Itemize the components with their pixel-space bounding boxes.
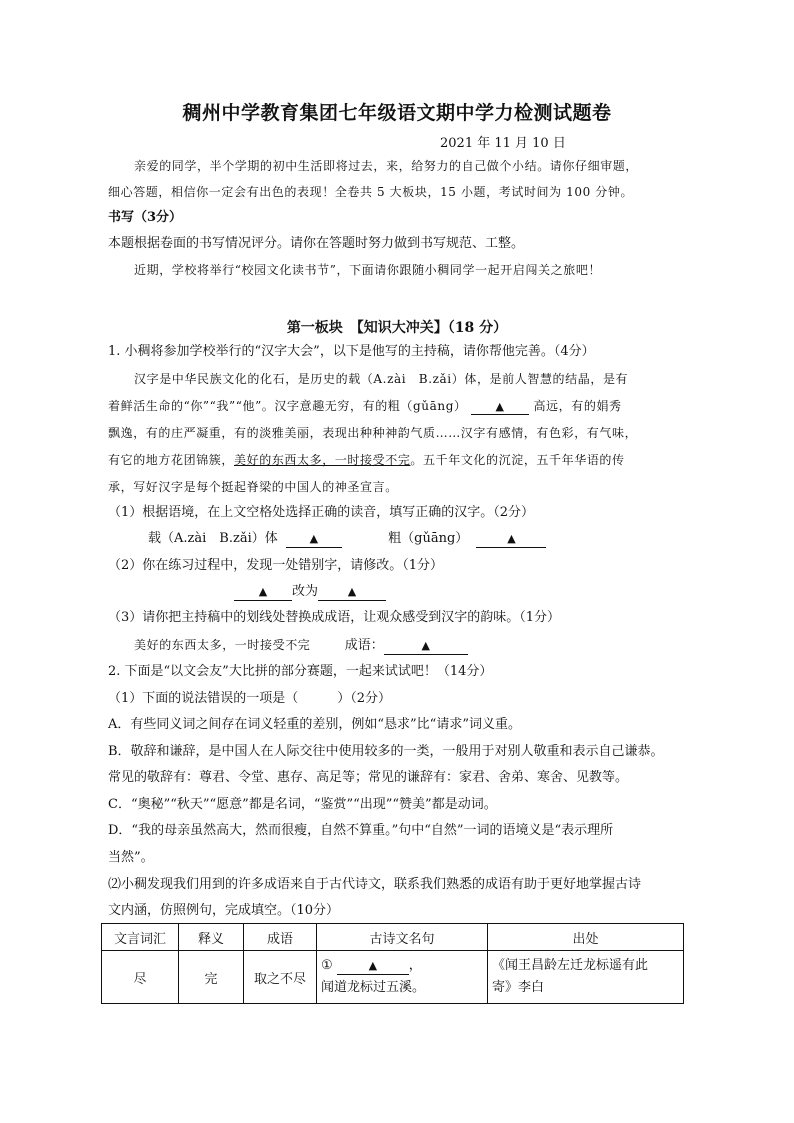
q2-stem: 2. 下面是“以文会友”大比拼的部分赛题，一起来试试吧！（14分） <box>108 664 493 679</box>
source-line: 《闻王昌龄左迁龙标遥有此 <box>492 958 649 973</box>
idiom-table <box>101 923 684 1004</box>
underlined-phrase-quote: 美好的东西太多，一时接受不完 <box>134 638 311 652</box>
answer-blank[interactable] <box>476 531 546 548</box>
q1-passage-line-5: 承，写好汉字是每个挺起脊梁的中国人的神圣宣言。 <box>108 480 398 494</box>
q1-sub-3-answers <box>134 635 468 656</box>
q1-sub-2-answers <box>234 582 386 602</box>
table-header: 成语 <box>244 924 317 951</box>
option-a: A．有些同义词之间存在词义轻重的差别，例如“恳求”比“请求”词义重。 <box>108 717 521 732</box>
q1-passage-text: 。五千年文化的沉淀，五千年华语的传 <box>410 453 625 467</box>
table-header: 释义 <box>179 924 244 951</box>
writing-heading: 书写（3分） <box>108 210 183 225</box>
q1-passage-line-3: 飘逸，有的庄严凝重，有的淡雅美丽，表现出种种神韵气质……汉字有感情，有色彩，有气味， <box>108 426 638 440</box>
underlined-phrase: 美好的东西太多，一时接受不完 <box>234 453 411 467</box>
triangle-marker: ▲ <box>507 532 516 545</box>
q1-sub-1-answers <box>148 529 546 549</box>
table-header-row <box>102 924 684 951</box>
pinyin-option-label: 粗（gǔāng） <box>388 531 469 546</box>
option-d-line-1: D．“我的母亲虽然高大，然而很瘦，自然不算重。”句中“自然”一词的语境义是“表示理所 <box>108 823 614 838</box>
pinyin-option-label: 载（A.zài B.zǎi）体 <box>148 531 278 546</box>
q1-stem: 1. 小稠将参加学校举行的“汉字大会”，以下是他写的主持稿，请你帮他完善。（4分） <box>108 344 595 359</box>
writing-desc: 本题根据卷面的书写情况评分。请你在答题时努力做到书写规范、工整。 <box>108 236 525 251</box>
q1-passage-line-1: 汉字是中华民族文化的化石，是历史的载（A.zài B.zǎi）体，是前人智慧的结晶，是有 <box>134 372 629 386</box>
intro-line-2: 细心答题，相信你一定会有出色的表现！全卷共 5 大板块，15 小题，考试时间为 100 分钟。 <box>108 185 634 199</box>
triangle-marker: ▲ <box>495 400 505 413</box>
table-cell-idiom: 取之不尽 <box>244 951 317 1004</box>
q2-sub-1: （1）下面的说法错误的一项是（ ）（2分） <box>108 691 392 706</box>
option-b-line-2: 常见的敬辞有：尊君、令堂、惠存、高足等；常见的谦辞有：家君、舍弟、寒舍、见教等。 <box>108 770 629 785</box>
table-row <box>102 951 684 1004</box>
triangle-marker: ▲ <box>347 585 357 598</box>
option-d-line-2: 当然”。 <box>108 850 154 865</box>
table-cell-meaning: 完 <box>179 951 244 1004</box>
q2-sub-2-line-2: 文内涵，仿照例句，完成填空。（10分） <box>108 903 340 918</box>
correction-label: 改为 <box>292 584 319 599</box>
triangle-marker: ▲ <box>368 959 378 972</box>
table-cell-source <box>488 951 684 1004</box>
option-c: C．“奥秘”“秋天”“愿意”都是名词，“鉴赏”“出现”“赞美”都是动词。 <box>108 797 497 812</box>
q1-sub-1: （1）根据语境，在上文空格处选择正确的读音，填写正确的汉字。（2分） <box>108 505 535 520</box>
answer-blank[interactable] <box>234 584 292 601</box>
answer-blank[interactable] <box>286 531 342 548</box>
triangle-marker: ▲ <box>258 585 268 598</box>
poem-number: ① <box>321 958 333 973</box>
q1-passage-line-4 <box>108 450 625 470</box>
source-line: 寄》李白 <box>492 980 545 995</box>
q1-passage-line-2 <box>108 396 622 416</box>
q1-sub-2: （2）你在练习过程中，发现一处错别字，请修改。（1分） <box>108 558 444 573</box>
idiom-label: 成语： <box>344 638 384 653</box>
table-cell-poem: ① ▲ ， 闻道龙标过五溪。 <box>317 951 488 1004</box>
answer-blank[interactable] <box>384 638 468 655</box>
intro-line-1: 亲爱的同学，半个学期的初中生活即将过去，来，给努力的自己做个小结。请你仔细审题， <box>134 159 639 173</box>
answer-blank[interactable] <box>318 584 386 601</box>
table-cell-word: 尽 <box>102 951 179 1004</box>
table-header: 古诗文名句 <box>317 924 488 951</box>
writing-note: 近期，学校将举行“校园文化读书节”，下面请你跟随小稠同学一起开启闯关之旅吧！ <box>134 263 602 277</box>
table-header: 出处 <box>488 924 684 951</box>
exam-date: 2021 年 11 月 10 日 <box>440 136 566 151</box>
q1-sub-3: （3）请你把主持稿中的划线处替换成成语，让观众感受到汉字的韵味。（1分） <box>108 610 561 625</box>
table-header: 文言词汇 <box>102 924 179 951</box>
q1-passage-text: 高远，有的娟秀 <box>533 399 622 413</box>
q2-sub-2-line-1: ⑵小稠发现我们用到的许多成语来自于古代诗文，联系我们熟悉的成语有助于更好地掌握古诗 <box>108 877 642 892</box>
option-b-line-1: B．敬辞和谦辞，是中国人在人际交往中使用较多的一类，一般用于对别人敬重和表示自己谦恭。 <box>108 744 664 759</box>
poem-line: 闻道龙标过五溪。 <box>321 980 426 995</box>
triangle-marker: ▲ <box>309 532 319 545</box>
triangle-marker: ▲ <box>421 639 430 652</box>
q1-passage-text: 有它的地方花团锦簇， <box>108 453 235 467</box>
answer-blank[interactable] <box>337 958 409 975</box>
exam-title: 稠州中学教育集团七年级语文期中学力检测试题卷 <box>182 102 612 124</box>
passage-blank[interactable] <box>471 398 529 415</box>
q1-passage-text: 着鲜活生命的“你”“我”“他”。汉字意趣无穷，有的粗（gǔāng） <box>108 399 467 413</box>
section-title: 第一板块 【知识大冲关】（18 分） <box>286 320 508 336</box>
